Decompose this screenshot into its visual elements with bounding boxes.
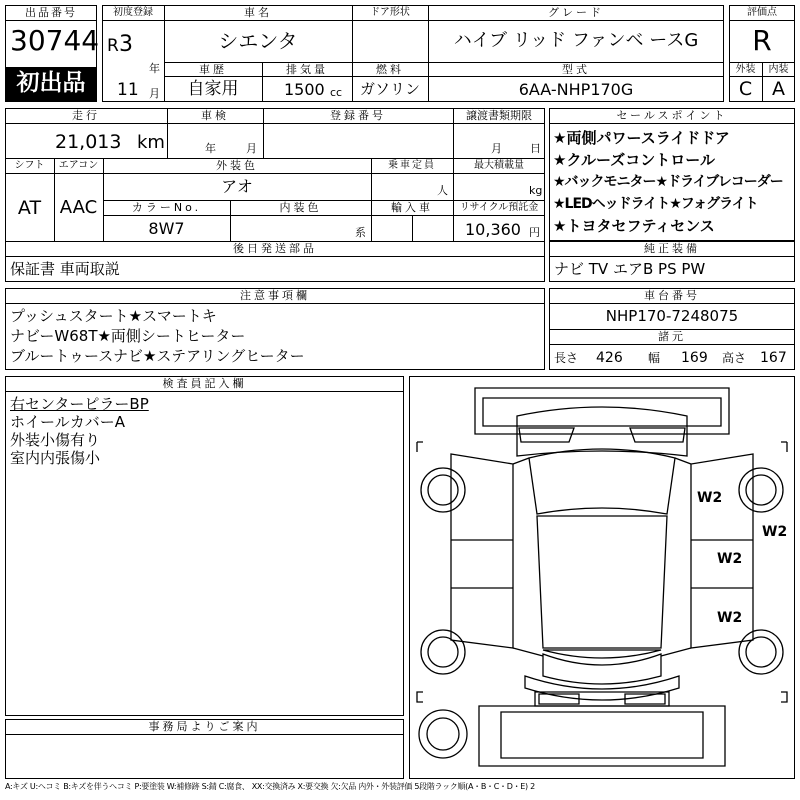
capacity-label: 乗車定員 (388, 160, 436, 171)
ext-score-label: 外装 (735, 64, 756, 75)
car-name: シエンタ (218, 29, 298, 53)
legend-text: A:キズ U:ヘコミ B:キズを伴うヘコミ P:要塗装 W:補修跡 S:錆 C:腐食、 XX:交換済み X:要交換 欠:欠品 内外・外装評価 5段階ラック順(A・B・C・D・E) 2 (5, 782, 535, 791)
bracket-left (417, 692, 423, 702)
model-label: 型式 (562, 63, 590, 76)
reg-month: 11 (117, 80, 139, 100)
interior-suffix: 系 (355, 226, 366, 239)
rear-plate (625, 694, 665, 704)
inspector-label: 検査員記入欄 (162, 377, 247, 390)
divider (729, 20, 795, 21)
equipment-value: ナビ TV エアB PS PW (554, 260, 706, 278)
shift-value: AT (17, 197, 42, 219)
inspector-line: 室内内張傷小 (10, 449, 101, 467)
lot-label: 出品番号 (25, 6, 77, 19)
displacement-label: 排気量 (286, 63, 328, 76)
a-pillar (513, 458, 529, 464)
rear-plate (539, 694, 579, 704)
recycle-label: リサイクル預託金 (459, 202, 539, 213)
displacement-unit: cc (330, 86, 343, 99)
office-label: 事務局よりご案内 (148, 720, 261, 733)
c-pillar (661, 648, 691, 656)
divider (5, 123, 545, 124)
divider (412, 215, 413, 241)
length-value: 426 (596, 350, 623, 366)
mileage-value: 21,013 (55, 131, 122, 153)
damage-mark: W2 (717, 551, 743, 567)
headlight-right (630, 428, 685, 442)
door-label: ドア形状 (370, 7, 410, 18)
sales-point: ★クルーズコントロール (553, 151, 715, 169)
windshield (529, 449, 675, 514)
max-load-label: 最大積載量 (474, 160, 524, 171)
aircon-label: エアコン (58, 160, 99, 171)
equipment-label: 純正装備 (644, 242, 700, 255)
inspector-line: ホイールカバーA (10, 413, 125, 431)
divider (5, 734, 404, 735)
displacement-value: 1500 (284, 80, 325, 99)
divider (102, 20, 724, 21)
divider (549, 256, 795, 257)
interior-label: 内装色 (279, 201, 322, 214)
wheel-front-left-inner (428, 475, 458, 505)
mileage-unit: km (137, 132, 165, 153)
import-label: 輸入車 (391, 201, 433, 214)
int-score: A (772, 78, 785, 100)
chassis-label: 車台番号 (644, 289, 700, 302)
divider (5, 391, 404, 392)
divider (549, 303, 795, 304)
roof (537, 516, 667, 648)
history-value: 自家用 (187, 79, 239, 99)
insp-month-unit: 月 (246, 142, 257, 155)
specs-label: 諸元 (658, 330, 686, 343)
wheel-rear-right-inner (746, 637, 776, 667)
exterior-label: 外装色 (216, 159, 258, 172)
headlight-left (519, 428, 574, 442)
recycle-value: 10,360 (465, 220, 521, 239)
sales-point: ★バックモニター★ドライブレコーダー (553, 174, 783, 190)
later-parts-value: 保証書 車両取説 (10, 260, 120, 278)
height-value: 167 (760, 350, 787, 366)
divider (5, 173, 545, 174)
damage-mark: W2 (697, 490, 723, 506)
width-value: 169 (681, 350, 708, 366)
car-diagram (409, 376, 795, 779)
divider (549, 123, 795, 124)
bracket-right (781, 692, 787, 702)
body-left (451, 454, 513, 648)
score-value: R (752, 24, 772, 57)
sales-point: ★両側パワースライドドア (553, 129, 730, 147)
mileage-label: 走行 (72, 109, 100, 122)
history-label: 車歴 (199, 63, 227, 76)
inspector-line: 外装小傷有り (10, 431, 101, 449)
divider (5, 20, 97, 21)
max-load-unit: kg (529, 184, 543, 197)
c-pillar (513, 648, 543, 656)
sales-point: ★トヨタセフティセンス (553, 217, 715, 235)
length-label: 長さ (554, 351, 579, 365)
reg-number-label: 登録番号 (330, 109, 386, 122)
wheel-rear-left-inner (428, 637, 458, 667)
transfer-day-unit: 日 (530, 142, 541, 155)
damage-mark: W2 (762, 524, 788, 540)
height-label: 高さ (722, 351, 747, 365)
color-no-value: 8W7 (148, 219, 185, 238)
divider (549, 344, 795, 345)
front-bumper-outline (475, 388, 729, 434)
score-label: 評価点 (747, 7, 777, 18)
shift-label: シフト (14, 160, 45, 171)
width-label: 幅 (648, 351, 661, 365)
model-value: 6AA-NHP170G (518, 80, 634, 99)
int-score-label: 内装 (768, 64, 789, 75)
note-line: ブルートゥースナビ★ステアリングヒーター (10, 347, 305, 365)
chassis-value: NHP170-7248075 (605, 307, 739, 325)
rear-outer (479, 706, 725, 766)
exterior-value: アオ (221, 177, 253, 196)
inspection-label: 車検 (201, 109, 229, 122)
inspector-line: 右センターピラーBP (10, 395, 149, 413)
lot-number: 30744 (10, 24, 100, 57)
transfer-month-unit: 月 (491, 142, 502, 155)
tailgate (525, 676, 679, 700)
year-unit: 年 (149, 62, 160, 75)
capacity-unit: 人 (437, 184, 448, 197)
damage-mark: W2 (717, 610, 743, 626)
divider (164, 76, 724, 77)
era: R (107, 36, 119, 56)
transfer-label: 譲渡書類期限 (466, 109, 532, 122)
divider (5, 256, 545, 257)
note-line: プッシュスタート★スマートキ (10, 307, 217, 325)
a-pillar (675, 458, 691, 464)
insp-year-unit: 年 (205, 142, 216, 155)
notes-label: 注意事項欄 (240, 289, 310, 302)
car-name-label: 車名 (244, 6, 272, 19)
spare-wheel (419, 710, 467, 758)
rear-window (543, 650, 661, 658)
later-parts-label: 後日発送部品 (233, 242, 317, 255)
aircon-value: AAC (59, 197, 98, 218)
front-bumper-inner (483, 398, 721, 426)
reg-year: 3 (119, 32, 133, 57)
color-no-label: カラーNo. (131, 201, 202, 214)
grade-value: ハイブ リッド ファンベ ースG (453, 30, 699, 51)
fuel-value: ガソリン (359, 80, 420, 98)
rear-inner (501, 712, 703, 758)
grade-label: グレード (548, 6, 604, 19)
month-unit: 月 (149, 87, 160, 100)
mirror-right (781, 442, 787, 452)
note-line: ナビーW68T★両側シートヒーター (10, 327, 246, 345)
divider (5, 303, 545, 304)
sales-point: ★LEDヘッドライト★フォグライト (553, 196, 758, 212)
first-listing-label: 初出品 (16, 70, 86, 96)
mirror-left (417, 442, 423, 452)
wheel-front-right-inner (746, 475, 776, 505)
fuel-label: 燃料 (376, 63, 404, 76)
first-reg-label: 初度登録 (113, 7, 153, 18)
spare-wheel-inner (427, 718, 459, 750)
divider (103, 215, 545, 216)
ext-score: C (738, 78, 753, 100)
recycle-unit: 円 (529, 226, 540, 239)
sales-label: セールスポイント (616, 109, 728, 122)
